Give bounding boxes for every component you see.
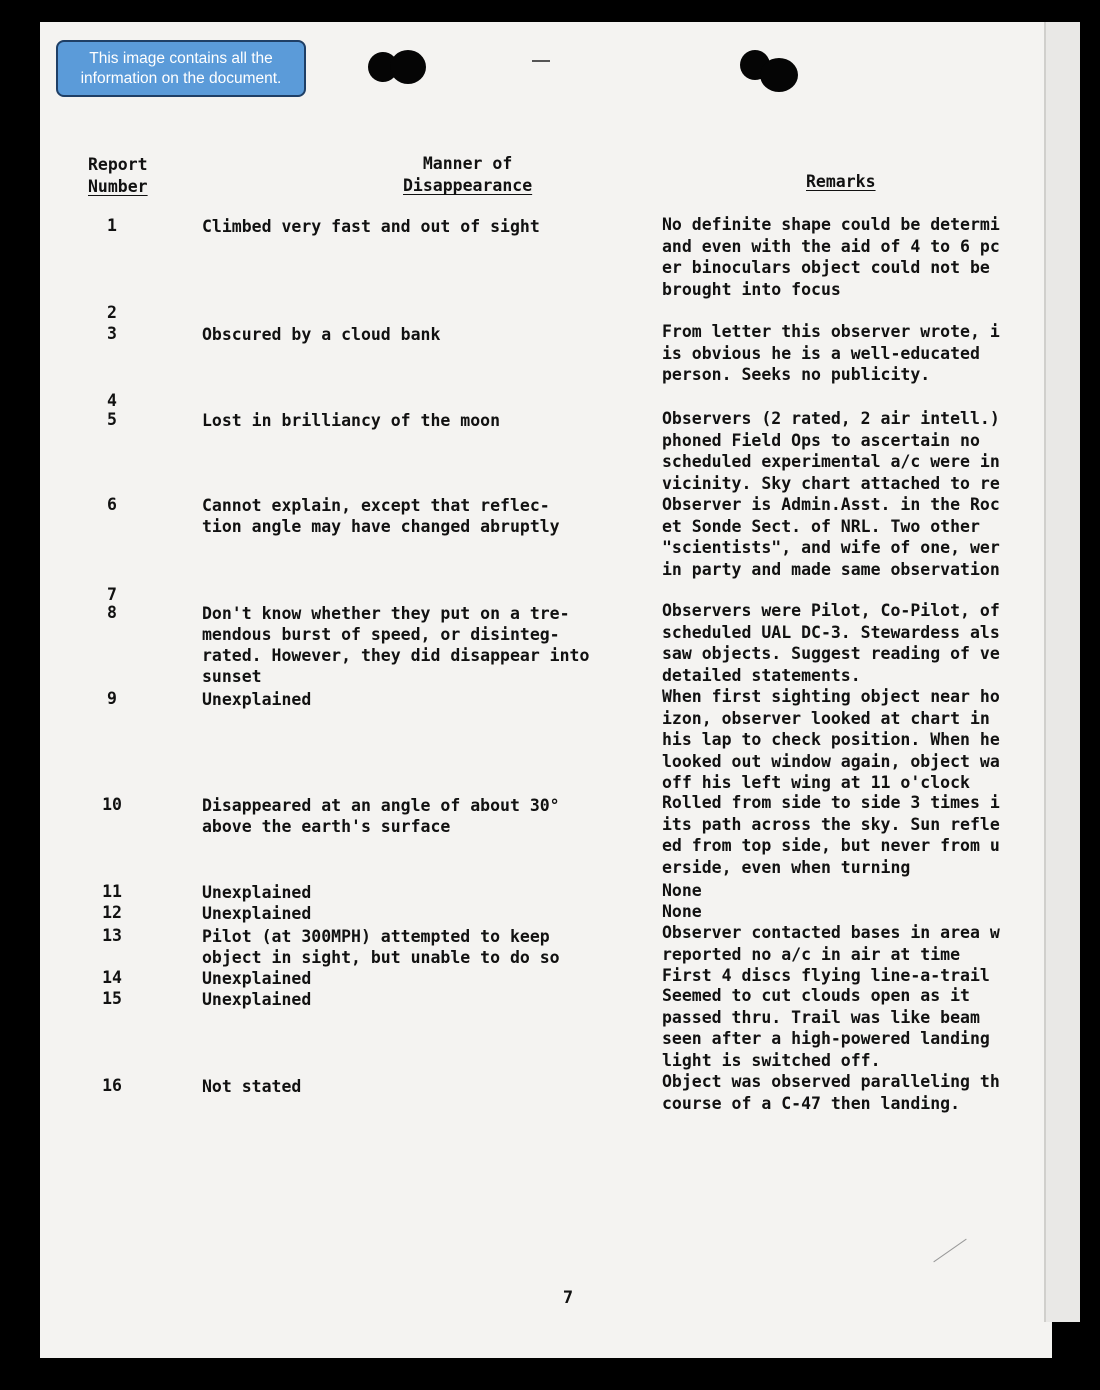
smudge-mark bbox=[532, 60, 550, 62]
remarks-cell bbox=[662, 880, 1044, 902]
remarks-line: detailed statements. bbox=[662, 665, 861, 685]
remarks-line: No definite shape could be determi bbox=[662, 215, 1000, 234]
manner-line: tion angle may have changed abruptly bbox=[202, 517, 560, 536]
remarks-line: Rolled from side to side 3 times i bbox=[662, 793, 1000, 812]
header-manner-line1: Manner of bbox=[422, 154, 513, 173]
remarks-cell bbox=[662, 792, 1044, 878]
manner-line: Unexplained bbox=[202, 969, 312, 988]
report-number: 13 bbox=[102, 926, 122, 945]
remarks-line: When first sighting object near ho bbox=[662, 687, 1000, 706]
remarks-line: Observer is Admin.Asst. in the Roc bbox=[662, 495, 1000, 514]
remarks-cell bbox=[662, 600, 1044, 686]
header-report-line2: Number bbox=[88, 177, 148, 196]
manner-line: Unexplained bbox=[202, 690, 312, 709]
manner-line: Obscured by a cloud bank bbox=[202, 325, 441, 344]
remarks-line: phoned Field Ops to ascertain no bbox=[662, 430, 980, 450]
report-number: 9 bbox=[107, 689, 117, 708]
manner-cell bbox=[202, 926, 642, 968]
report-number: 5 bbox=[107, 410, 117, 429]
report-number: 7 bbox=[107, 585, 117, 604]
manner-cell bbox=[202, 410, 642, 431]
manner-cell bbox=[202, 603, 642, 687]
page-number: 7 bbox=[562, 1288, 574, 1308]
manner-cell bbox=[202, 795, 642, 837]
manner-line: object in sight, but unable to do so bbox=[202, 948, 560, 967]
remarks-cell bbox=[662, 985, 1044, 1071]
remarks-line: its path across the sky. Sun refle bbox=[662, 814, 1000, 834]
manner-cell bbox=[202, 989, 642, 1010]
report-number: 16 bbox=[102, 1076, 122, 1095]
header-report-number bbox=[88, 154, 148, 198]
remarks-line: light is switched off. bbox=[662, 1050, 881, 1070]
remarks-line: person. Seeks no publicity. bbox=[662, 365, 931, 384]
remarks-line: scheduled UAL DC-3. Stewardess als bbox=[662, 622, 1000, 642]
manner-cell bbox=[202, 324, 642, 345]
manner-line: Unexplained bbox=[202, 883, 312, 902]
remarks-line: reported no a/c in air at time bbox=[662, 944, 961, 964]
remarks-line: is obvious he is a well-educated bbox=[662, 343, 980, 363]
remarks-line: off his left wing at 11 o'clock bbox=[662, 773, 970, 792]
remarks-line: None bbox=[662, 881, 702, 900]
header-remarks: Remarks bbox=[806, 172, 876, 191]
remarks-line: None bbox=[662, 902, 702, 921]
remarks-line: his lap to check position. When he bbox=[662, 730, 1000, 749]
remarks-line: From letter this observer wrote, i bbox=[662, 322, 1000, 341]
info-notice: This image contains all the information on the document. bbox=[56, 40, 306, 97]
manner-line: mendous burst of speed, or disinteg- bbox=[202, 625, 560, 644]
manner-cell bbox=[202, 1076, 642, 1097]
manner-line: Lost in brilliancy of the moon bbox=[202, 411, 501, 430]
remarks-line: brought into focus bbox=[662, 279, 841, 299]
manner-cell bbox=[202, 903, 642, 924]
report-number: 12 bbox=[102, 903, 122, 922]
manner-cell bbox=[202, 495, 642, 537]
remarks-line: erside, even when turning bbox=[662, 857, 911, 877]
remarks-line: vicinity. Sky chart attached to re bbox=[662, 473, 1000, 493]
remarks-line: Observers were Pilot, Co-Pilot, of bbox=[662, 601, 1000, 620]
manner-line: Cannot explain, except that reflec- bbox=[202, 496, 550, 515]
report-number: 6 bbox=[107, 495, 117, 514]
report-number: 2 bbox=[107, 303, 117, 322]
remarks-cell bbox=[662, 1071, 1044, 1114]
header-report-line1: Report bbox=[88, 155, 148, 174]
manner-line: Climbed very fast and out of sight bbox=[202, 217, 540, 236]
remarks-line: looked out window again, object wa bbox=[662, 751, 1000, 771]
report-number: 14 bbox=[102, 968, 122, 987]
report-number: 8 bbox=[107, 603, 117, 622]
report-number: 1 bbox=[107, 216, 117, 235]
remarks-line: passed thru. Trail was like beam bbox=[662, 1007, 980, 1027]
manner-cell bbox=[202, 689, 642, 710]
remarks-line: ed from top side, but never from u bbox=[662, 836, 1000, 855]
manner-line: Unexplained bbox=[202, 904, 312, 923]
remarks-line: First 4 discs flying line-a-trail bbox=[662, 966, 990, 985]
punch-hole-left-b bbox=[390, 50, 426, 84]
manner-cell bbox=[202, 882, 642, 903]
report-number: 10 bbox=[102, 795, 122, 814]
remarks-line: Observers (2 rated, 2 air intell.) bbox=[662, 409, 1000, 428]
remarks-line: course of a C-47 then landing. bbox=[662, 1093, 961, 1113]
page-edge bbox=[1044, 22, 1080, 1322]
remarks-line: izon, observer looked at chart in bbox=[662, 708, 990, 728]
remarks-line: Object was observed paralleling th bbox=[662, 1072, 1000, 1091]
manner-line: Not stated bbox=[202, 1077, 302, 1096]
report-number: 4 bbox=[107, 391, 117, 410]
punch-hole-right-b bbox=[760, 58, 798, 92]
remarks-cell bbox=[662, 965, 1044, 987]
remarks-cell bbox=[662, 901, 1044, 923]
remarks-line: et Sonde Sect. of NRL. Two other bbox=[662, 516, 980, 536]
remarks-cell bbox=[662, 686, 1044, 794]
manner-line: Pilot (at 300MPH) attempted to keep bbox=[202, 927, 550, 946]
manner-line: sunset bbox=[202, 667, 262, 686]
manner-line: above the earth's surface bbox=[202, 817, 451, 836]
remarks-line: Seemed to cut clouds open as it bbox=[662, 986, 970, 1005]
manner-cell bbox=[202, 968, 642, 989]
manner-line: Disappeared at an angle of about 30° bbox=[202, 796, 560, 815]
remarks-cell bbox=[662, 408, 1044, 494]
remarks-cell bbox=[662, 321, 1044, 386]
remarks-line: scheduled experimental a/c were in bbox=[662, 452, 1000, 471]
header-manner bbox=[403, 153, 532, 197]
header-manner-line2: Disappearance bbox=[403, 176, 533, 195]
report-number: 3 bbox=[107, 324, 117, 343]
remarks-line: in party and made same observation bbox=[662, 559, 1000, 579]
report-number: 11 bbox=[102, 882, 122, 901]
manner-line: Don't know whether they put on a tre- bbox=[202, 604, 570, 623]
manner-line: rated. However, they did disappear into bbox=[202, 646, 590, 665]
remarks-cell bbox=[662, 922, 1044, 965]
remarks-cell bbox=[662, 214, 1044, 300]
remarks-line: and even with the aid of 4 to 6 pc bbox=[662, 236, 1000, 256]
remarks-line: seen after a high-powered landing bbox=[662, 1029, 990, 1048]
remarks-line: "scientists", and wife of one, wer bbox=[662, 538, 1000, 557]
report-number: 15 bbox=[102, 989, 122, 1008]
remarks-line: Observer contacted bases in area w bbox=[662, 923, 1000, 942]
manner-line: Unexplained bbox=[202, 990, 312, 1009]
remarks-line: er binoculars object could not be bbox=[662, 258, 990, 277]
remarks-cell bbox=[662, 494, 1044, 580]
remarks-line: saw objects. Suggest reading of ve bbox=[662, 644, 1000, 663]
manner-cell bbox=[202, 216, 642, 237]
